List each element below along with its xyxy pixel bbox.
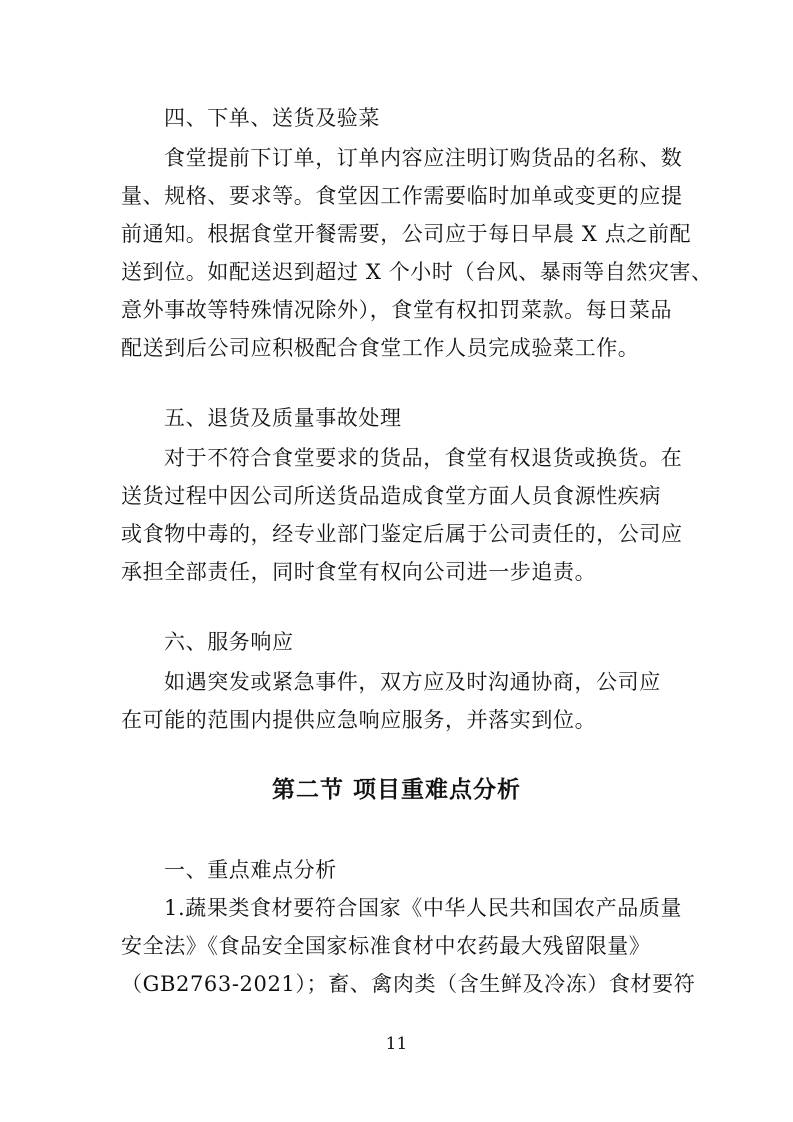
section-4-line: 意外事故等特殊情况除外），食堂有权扣罚菜款。每日菜品 xyxy=(121,298,673,322)
section-4-line: 前通知。根据食堂开餐需要，公司应于每日早晨 X 点之前配 xyxy=(121,222,692,246)
section-4-title: 四、下单、送货及验菜 xyxy=(164,106,380,130)
section-6-line: 在可能的范围内提供应急响应服务，并落实到位。 xyxy=(121,708,597,732)
page-number: 11 xyxy=(385,1034,408,1054)
subsection-1-line: 1.蔬果类食材要符合国家《中华人民共和国农产品质量 xyxy=(164,896,683,920)
section-6-line: 如遇突发或紧急事件，双方应及时沟通协商，公司应 xyxy=(164,670,661,694)
section-5-line: 对于不符合食堂要求的货品，食堂有权退货或换货。在 xyxy=(164,446,683,470)
section-4-line: 配送到后公司应积极配合食堂工作人员完成验菜工作。 xyxy=(121,336,640,360)
subsection-1-title: 一、重点难点分析 xyxy=(164,858,337,882)
section-5-line: 承担全部责任，同时食堂有权向公司进一步追责。 xyxy=(121,560,597,584)
section-5-title: 五、退货及质量事故处理 xyxy=(164,406,402,430)
subsection-1-line: （GB2763-2021）；畜、禽肉类（含生鲜及冷冻）食材要符 xyxy=(121,972,696,996)
section-5-line: 或食物中毒的，经专业部门鉴定后属于公司责任的，公司应 xyxy=(121,522,683,546)
section-4-line: 食堂提前下订单，订单内容应注明订购货品的名称、数 xyxy=(164,146,683,170)
subsection-1-line: 安全法》《食品安全国家标准食材中农药最大残留限量》 xyxy=(121,934,651,958)
section-4-line: 量、规格、要求等。食堂因工作需要临时加单或变更的应提 xyxy=(121,184,683,208)
section-6-title: 六、服务响应 xyxy=(164,630,294,654)
section-4-line: 送到位。如配送迟到超过 X 个小时（台风、暴雨等自然灾害、 xyxy=(121,260,713,284)
chapter-heading: 第二节 项目重难点分析 xyxy=(271,777,521,803)
section-5-line: 送货过程中因公司所送货品造成食堂方面人员食源性疾病 xyxy=(121,484,661,508)
